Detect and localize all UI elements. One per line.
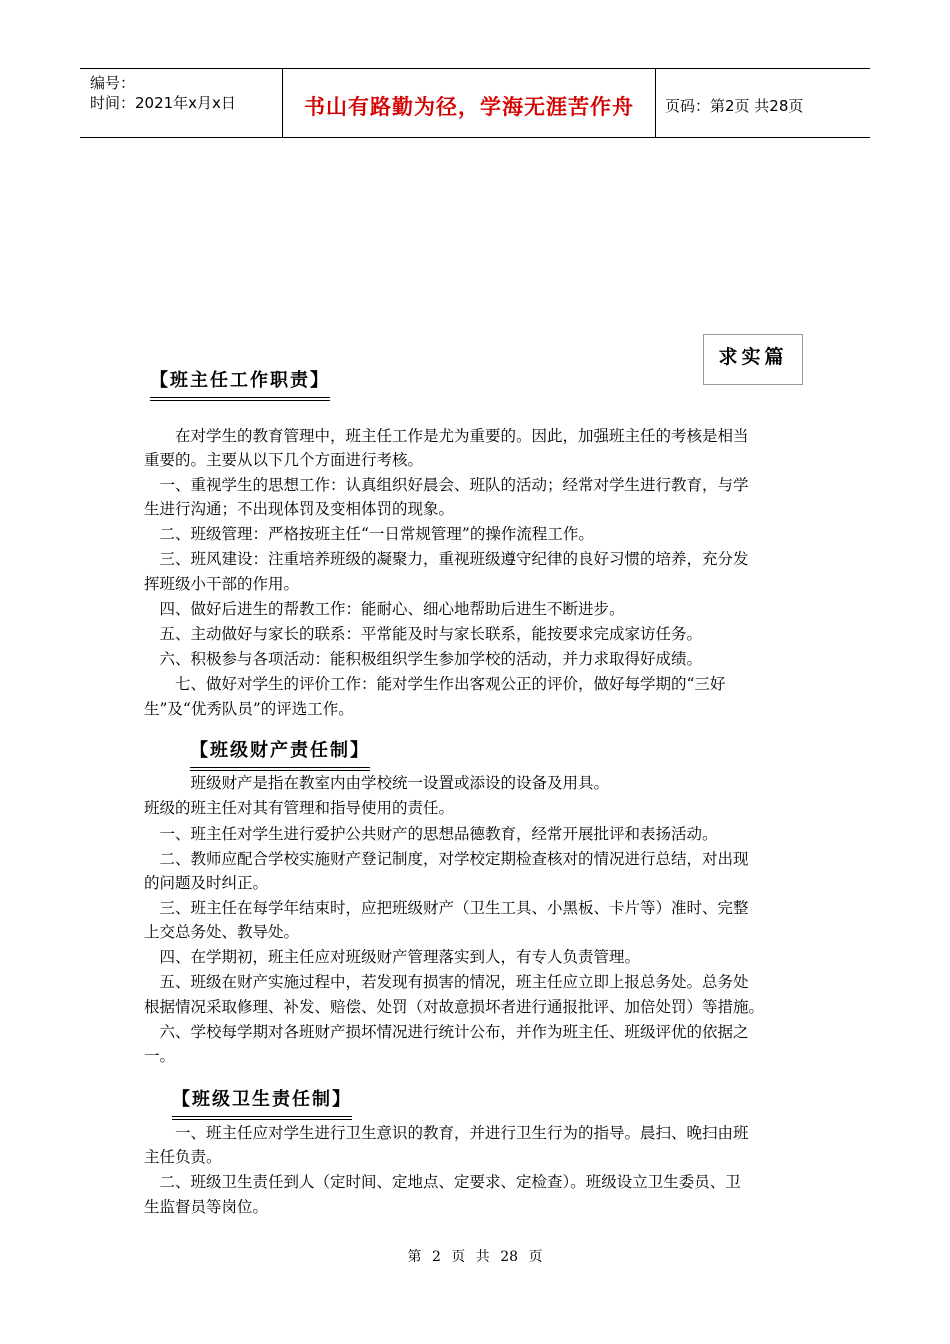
paragraph-line: 班级的班主任对其有管理和指导使用的责任。 xyxy=(144,799,455,817)
paragraph-line: 一、班主任对学生进行爱护公共财产的思想品德教育，经常开展批评和表扬活动。 xyxy=(144,825,718,843)
paragraph-line: 五、主动做好与家长的联系：平常能及时与家长联系，能按要求完成家访任务。 xyxy=(144,625,703,643)
paragraph-line: 四、做好后进生的帮教工作：能耐心、细心地帮助后进生不断进步。 xyxy=(144,600,625,618)
paragraph-line: 生”及“优秀队员”的评选工作。 xyxy=(144,700,354,718)
paragraph-line: 一。 xyxy=(144,1047,176,1065)
tag-box: 求实篇 xyxy=(703,334,803,385)
paragraph-line: 一、重视学生的思想工作：认真组织好晨会、班队的活动；经常对学生进行教育，与学 xyxy=(144,476,749,494)
header-page-cell xyxy=(655,69,870,137)
paragraph-line: 二、班级卫生责任到人（定时间、定地点、定要求、定检查）。班级设立卫生委员、卫 xyxy=(144,1173,741,1191)
paragraph-line: 重要的。主要从以下几个方面进行考核。 xyxy=(144,451,424,469)
paragraph-line: 一、班主任应对学生进行卫生意识的教育，并进行卫生行为的指导。晨扫、晚扫由班 xyxy=(144,1124,749,1142)
paragraph-line: 主任负责。 xyxy=(144,1148,222,1166)
paragraph-line: 班级财产是指在教室内由学校统一设置或添设的设备及用具。 xyxy=(144,774,610,792)
paragraph-line: 六、学校每学期对各班财产损坏情况进行统计公布，并作为班主任、班级评优的依据之 xyxy=(144,1023,749,1041)
section-title-text: 【班主任工作职责】 xyxy=(150,370,330,391)
paragraph-line: 的问题及时纠正。 xyxy=(144,874,269,892)
title-underline xyxy=(150,400,330,401)
paragraph-line: 生监督员等岗位。 xyxy=(144,1198,269,1216)
time-label: 时间：2021年x月x日 xyxy=(90,94,236,112)
paragraph-line: 六、积极参与各项活动：能积极组织学生参加学校的活动，并力求取得好成绩。 xyxy=(144,650,703,668)
paragraph-line: 三、班主任在每学年结束时，应把班级财产（卫生工具、小黑板、卡片等）准时、完整 xyxy=(144,899,749,917)
paragraph-line: 四、在学期初，班主任应对班级财产管理落实到人，有专人负责管理。 xyxy=(144,948,641,966)
paragraph-line: 生进行沟通；不出现体罚及变相体罚的现象。 xyxy=(144,500,455,518)
title-underline xyxy=(150,397,330,398)
paragraph-line: 五、班级在财产实施过程中，若发现有损害的情况，班主任应立即上报总务处。总务处 xyxy=(144,973,749,991)
header-motto-cell xyxy=(282,69,656,137)
title-underline xyxy=(190,767,370,768)
page-info: 页码：第2页 共28页 xyxy=(665,97,804,115)
paragraph-line: 二、班级管理：严格按班主任“一日常规管理”的操作流程工作。 xyxy=(144,525,594,543)
title-underline xyxy=(172,1116,352,1117)
paragraph-line: 二、教师应配合学校实施财产登记制度，对学校定期检查核对的情况进行总结，对出现 xyxy=(144,850,749,868)
header-table xyxy=(80,68,870,138)
paragraph-line: 根据情况采取修理、补发、赔偿、处罚（对故意损坏者进行通报批评、加倍处罚）等措施。 xyxy=(144,998,765,1016)
section-title-3 xyxy=(172,1085,352,1111)
motto: 书山有路勤为径，学海无涯苦作舟 xyxy=(304,95,634,119)
section-title-2 xyxy=(190,736,370,762)
paragraph-line: 七、做好对学生的评价工作：能对学生作出客观公正的评价，做好每学期的“三好 xyxy=(144,675,726,693)
number-label: 编号： xyxy=(90,74,136,92)
section-title-1 xyxy=(150,366,330,392)
title-underline xyxy=(172,1119,352,1120)
paragraph-line: 挥班级小干部的作用。 xyxy=(144,575,300,593)
paragraph-line: 在对学生的教育管理中，班主任工作是尤为重要的。因此，加强班主任的考核是相当 xyxy=(144,427,749,445)
paragraph-line: 上交总务处、教导处。 xyxy=(144,923,300,941)
section-title-text: 【班级卫生责任制】 xyxy=(172,1089,352,1110)
page-footer: 第 2 页 共 28 页 xyxy=(407,1249,543,1265)
header-left-cell xyxy=(80,69,282,137)
paragraph-line: 三、班风建设：注重培养班级的凝聚力，重视班级遵守纪律的良好习惯的培养，充分发 xyxy=(144,550,749,568)
section-title-text: 【班级财产责任制】 xyxy=(190,740,370,761)
